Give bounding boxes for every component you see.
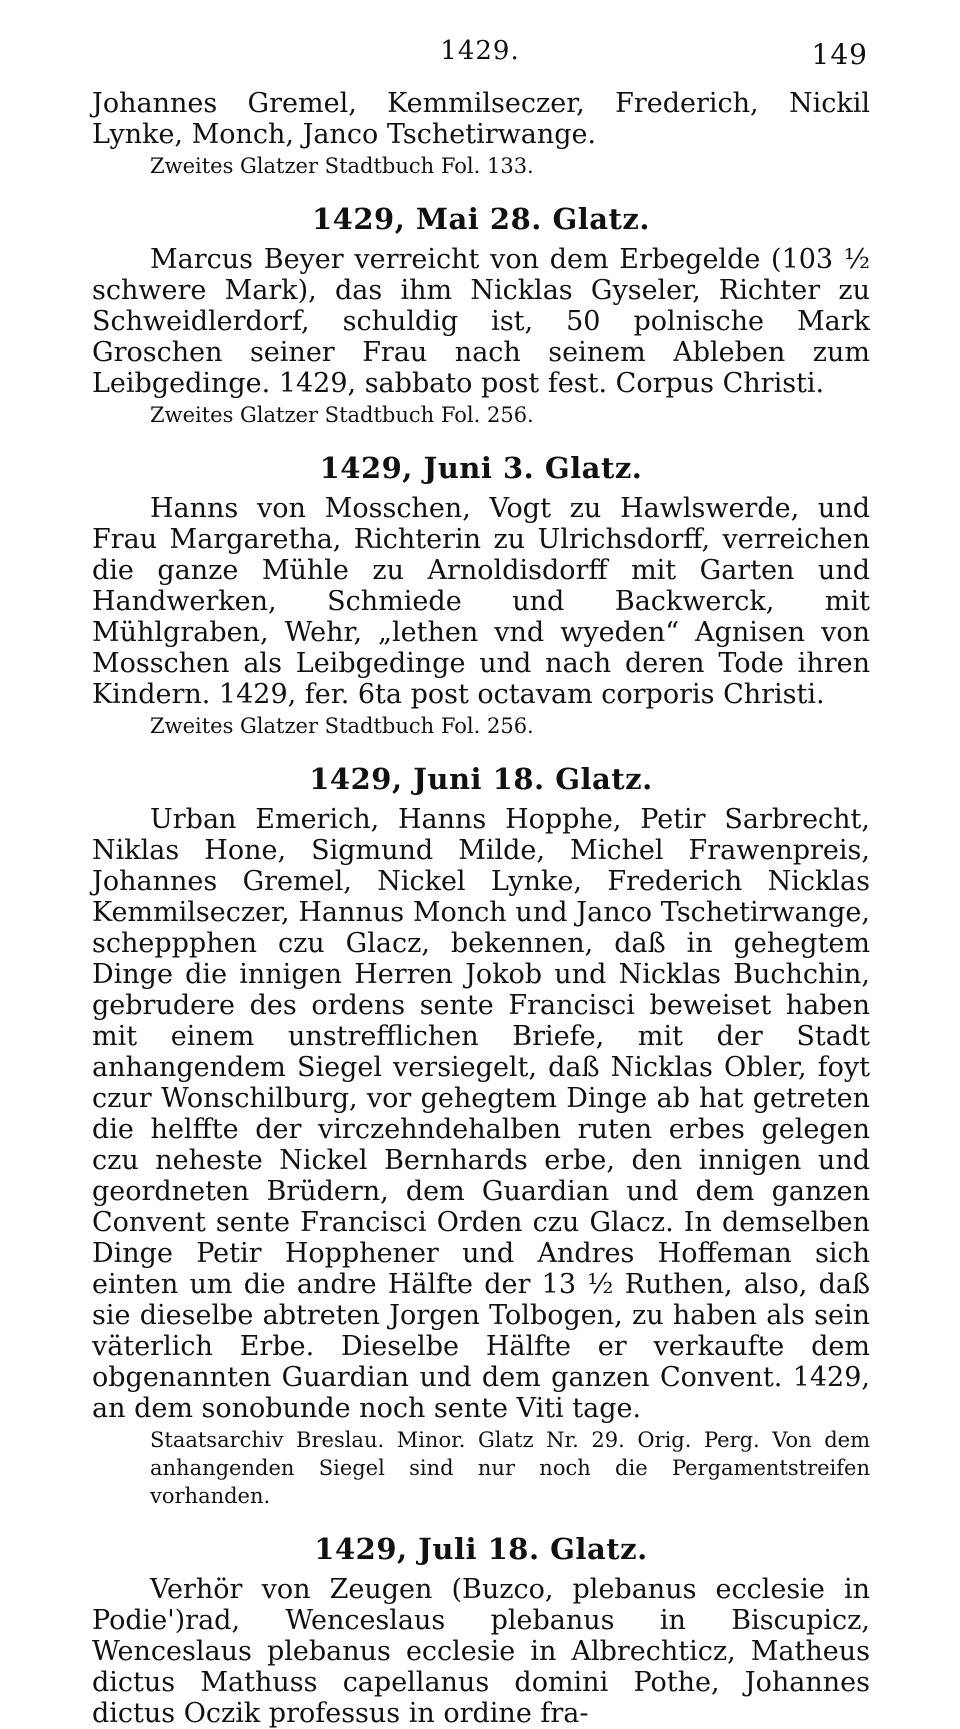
entry-text: Marcus Beyer verreicht von dem Erbegelde (103 ½ schwere Mark), das ihm Nicklas Gyseler, Richter zu Schweidlerdorf, schuldig ist, 50 polnische Mark Groschen seiner Frau nach seinem Ableben zum Leibgedinge. 1429, sabbato post fest. Corpus Christi.	[92, 244, 870, 399]
entry-source: Zweites Glatzer Stadtbuch Fol. 256.	[150, 403, 534, 427]
running-header	[0, 36, 960, 76]
entry-text-continuation: Johannes Gremel, Kemmilseczer, Frederich, Nickil Lynke, Monch, Janco Tschetirwange.	[92, 88, 870, 150]
entry-heading: 1429, Juli 18. Glatz.	[314, 1532, 648, 1566]
entry-text: Hanns von Mosschen, Vogt zu Hawlswerde, und Frau Margaretha, Richterin zu Ulrichsdorff, verreichen die ganze Mühle zu Arnoldisdorff mit Garten und Handwerken, Schmiede und Backwerck, mit Mühlgraben, Wehr, „lethen vnd wyeden“ Agnisen von Mosschen als Leibgedinge und nach deren Tode ihren Kindern. 1429, fer. 6ta post octavam corporis Christi.	[92, 493, 870, 710]
entry-heading: 1429, Juni 3. Glatz.	[319, 451, 643, 485]
entry-text: Urban Emerich, Hanns Hopphe, Petir Sarbrecht, Niklas Hone, Sigmund Milde, Michel Frawenpreis, Johannes Gremel, Nickel Lynke, Frederich Nicklas Kemmilseczer, Hannus Monch und Janco Tschetirwange, scheppphen czu Glacz, bekennen, daß in gehegtem Dinge die innigen Herren Jokob und Nicklas Buchchin, gebrudere des ordens sente Francisci beweiset haben mit einem unstrefflichen Briefe, mit der Stadt anhangendem Siegel versiegelt, daß Nicklas Obler, foyt czur Wonschilburg, vor gehegtem Dinge ab hat getreten die helffte der virczehndehalben ruten erbes gelegen czu neheste Nickel Bernhards erbe, den innigen und geordneten Brüdern, dem Guardian und dem ganzen Convent sente Francisci Orden czu Glacz. In demselben Dinge Petir Hopphener und Andres Hoffeman sich einten um die andre Hälfte der 13 ½ Ruthen, also, daß sie dieselbe abtreten Jorgen Tolbogen, zu haben als sein väterlich Erbe. Dieselbe Hälfte er verkaufte dem obgenannten Guardian und dem ganzen Convent. 1429, an dem sonobunde noch sente Viti tage.	[92, 804, 870, 1424]
page-number: 149	[811, 38, 868, 71]
header-year: 1429.	[440, 36, 520, 66]
entry-heading: 1429, Juni 18. Glatz.	[309, 762, 653, 796]
document-body	[92, 88, 870, 1729]
entry-source: Zweites Glatzer Stadtbuch Fol. 256.	[150, 714, 534, 738]
entry-source: Zweites Glatzer Stadtbuch Fol. 133.	[150, 154, 534, 178]
entry-text: Verhör von Zeugen (Buzco, plebanus ecclesie in Podie')rad, Wenceslaus plebanus in Biscupicz, Wenceslaus plebanus ecclesie in Albrechticz, Matheus dictus Mathuss capellanus domini Pothe, Johannes dictus Oczik professus in ordine fra-	[92, 1574, 870, 1729]
entry-source: Staatsarchiv Breslau. Minor. Glatz Nr. 29. Orig. Perg. Von dem anhangenden Siegel sind nur noch die Pergamentstreifen vorhanden.	[150, 1428, 870, 1508]
entry-heading: 1429, Mai 28. Glatz.	[312, 202, 650, 236]
